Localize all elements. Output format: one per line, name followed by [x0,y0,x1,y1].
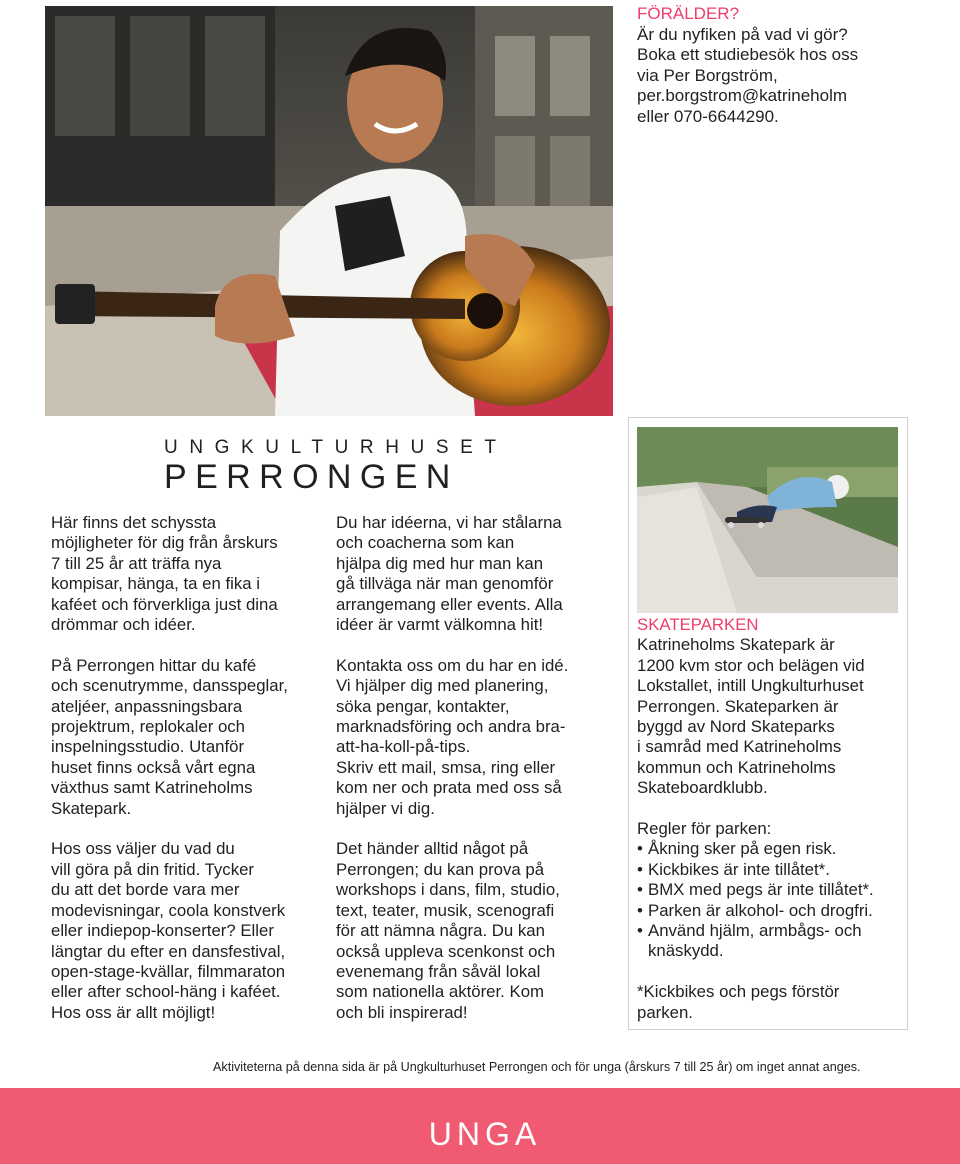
rule-item [637,860,907,880]
rule-text: knäskydd. [648,941,724,961]
text-line: arrangemang eller events. Alla [336,594,563,614]
rule-item-continuation [637,941,907,961]
skatepark-heading: SKATEPARKEN [637,615,759,634]
parent-heading: FÖRÄLDER? [637,4,740,23]
text-line: eller after school-häng i kaféet. [51,982,281,1002]
text-line: parken. [637,1002,693,1022]
text-line: kommun och Katrineholms [637,757,836,777]
rule-item [637,880,907,900]
text-line: modevisningar, coola konstverk [51,900,286,920]
text-line: projektrum, replokaler och [51,717,246,737]
paragraph [336,656,611,819]
parent-phone-line[interactable]: eller 070-6644290. [637,106,779,126]
text-line: Vi hjälper dig med planering, [336,676,549,696]
rule-item [637,901,907,921]
paragraph [51,656,326,819]
text-line: drömmar och idéer. [51,615,196,635]
rules-heading: Regler för parken: [637,819,772,839]
text-line: Perrongen; du kan prova på [336,859,545,879]
bullet-icon: • [637,839,643,859]
text-line: huset finns också vårt egna [51,757,256,777]
paragraph [637,615,907,799]
text-line: också uppleva scenkonst och [336,941,556,961]
text-line: På Perrongen hittar du kafé [51,655,257,675]
paragraph [336,513,611,635]
text-line: 1200 kvm stor och belägen vid [637,655,865,675]
rule-text: Använd hjälm, armbågs- och [648,921,862,941]
parent-email-line[interactable]: per.borgstrom@katrineholm [637,86,848,105]
text-line: Du har idéerna, vi har stålarna [336,513,562,532]
text-line: eller indiepop-konserter? Eller [51,921,274,941]
text-line: marknadsföring och andra bra- [336,717,566,737]
paragraph [637,819,907,839]
parent-line: Boka ett studiebesök hos oss [637,45,859,64]
text-line: växthus samt Katrineholms [51,778,253,798]
text-line: Katrineholms Skatepark är [637,635,835,655]
text-line: Hos oss väljer du vad du [51,839,235,859]
skater-photo [637,427,898,613]
text-column-left [51,513,326,1044]
text-line: möjligheter för dig från årskurs [51,533,278,553]
paragraph [336,839,611,1023]
bullet-icon: • [637,859,643,879]
skatepark-text [637,615,907,1043]
text-line: Här finns det schyssta [51,513,217,532]
text-line: workshops i dans, film, studio, [336,880,560,900]
text-line: Skatepark. [51,798,132,818]
text-line: Skateboardklubb. [637,778,768,798]
text-line: kaféet och förverkliga just dina [51,594,278,614]
text-line: open-stage-kvällar, filmmaraton [51,961,286,981]
rule-text: Parken är alkohol- och drogfri. [648,900,873,920]
text-line: Lokstallet, intill Ungkulturhuset [637,676,864,696]
rules-list [637,839,907,961]
text-line: byggd av Nord Skateparks [637,717,835,737]
text-line: 7 till 25 år att träffa nya [51,553,222,573]
text-line: som nationella aktörer. Kom [336,982,545,1002]
text-line: gå tillväga när man genomför [336,574,554,594]
footer-label: UNGA [428,1116,542,1152]
text-line: hjälpa dig med hur man kan [336,553,544,573]
text-line: *Kickbikes och pegs förstör [637,982,840,1002]
text-line: och bli inspirerad! [336,1002,468,1022]
bullet-icon: • [637,921,643,941]
text-line: och coacherna som kan [336,533,515,553]
text-line: Hos oss är allt möjligt! [51,1002,216,1022]
page-title: PERRONGEN [164,458,459,496]
rule-text: Åkning sker på egen risk. [648,839,837,859]
text-column-middle [336,513,611,1044]
text-line: Perrongen. Skateparken är [637,696,839,716]
text-line: text, teater, musik, scenografi [336,900,555,920]
bullet-icon: • [637,880,643,900]
paragraph [637,982,907,1023]
rule-item [637,839,907,859]
footnote: Aktiviteterna på denna sida är på Ungkulturhuset Perrongen och för unga (årskurs 7 till 25 år) om inget annat anges. [213,1060,861,1074]
text-line: söka pengar, kontakter, [336,696,510,716]
paragraph [51,513,326,635]
text-line: Skriv ett mail, smsa, ring eller [336,757,556,777]
parent-line: Är du nyfiken på vad vi gör? [637,24,848,44]
paragraph [51,839,326,1023]
text-line: Kontakta oss om du har en idé. [336,655,569,675]
rule-text: BMX med pegs är inte tillåtet*. [648,880,874,900]
text-line: att-ha-koll-på-tips. [336,737,471,757]
text-line: evenemang från såväl lokal [336,961,541,981]
text-line: i samråd med Katrineholms [637,737,842,757]
text-line: idéer är varmt välkomna hit! [336,615,544,635]
parent-info-box [637,4,937,127]
text-line: längtar du efter en dansfestival, [51,941,286,961]
text-line: inspelningsstudio. Utanför [51,737,245,757]
text-line: vill göra på din fritid. Tycker [51,859,255,879]
rule-item [637,921,907,941]
text-line: kom ner och prata med oss så [336,778,562,798]
parent-line: via Per Borgström, [637,65,778,85]
text-line: Det händer alltid något på [336,839,529,859]
section-kicker: UNGKULTURHUSET [164,437,508,458]
rule-text: Kickbikes är inte tillåtet*. [648,859,830,879]
text-line: och scenutrymme, dansspeglar, [51,676,288,696]
text-line: ateljéer, anpassningsbara [51,696,243,716]
guitarist-photo [45,6,613,416]
text-line: för att nämna några. Du kan [336,921,545,941]
text-line: du att det borde vara mer [51,880,240,900]
text-line: kompisar, hänga, ta en fika i [51,574,260,594]
text-line: hjälper vi dig. [336,798,435,818]
bullet-icon: • [637,900,643,920]
